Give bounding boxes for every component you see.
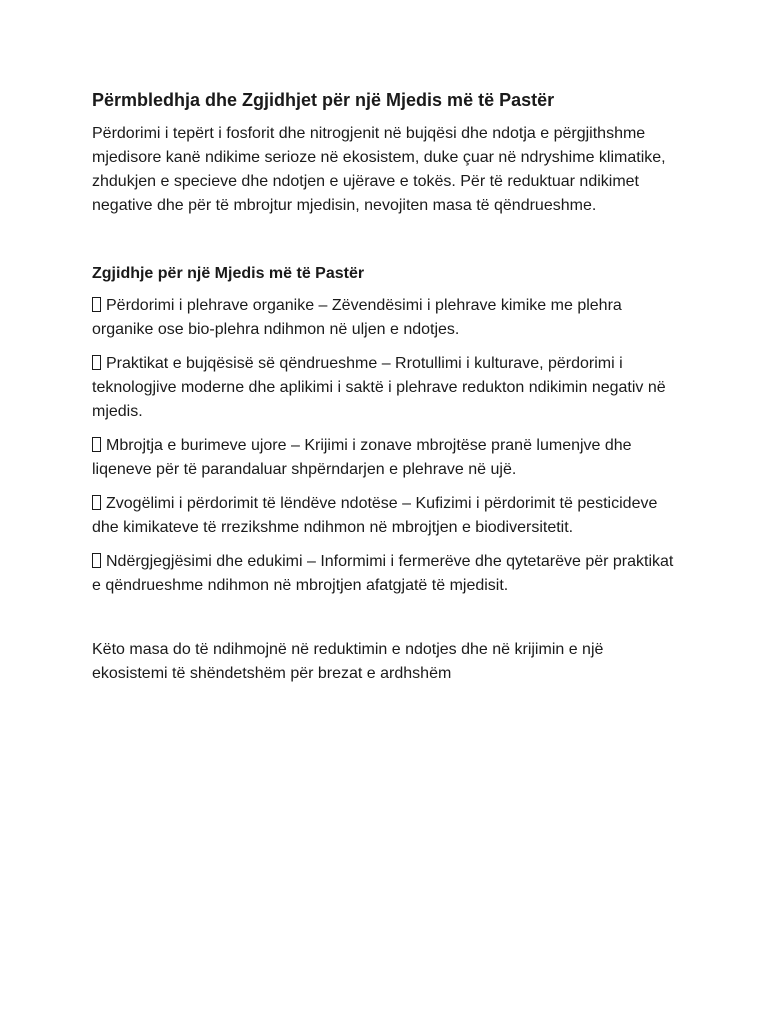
document-page xyxy=(92,88,682,686)
closing-paragraph: Këto masa do të ndihmojnë në reduktimin e ndotjes dhe në krijimin e një ekosistemi të shëndetshëm për brezat e ardhshëm xyxy=(92,641,604,682)
intro-paragraph: Përdorimi i tepërt i fosforit dhe nitrogjenit në bujqësi dhe ndotja e përgjithshme mjedisore kanë ndikime serioze në ekosistem, duke çuar në ndryshime klimatike, zhdukjen e specieve dhe ndotjen e ujërave e tokës. Për të reduktuar ndikimet negative dhe për të mbrojtur mjedisin, nevojiten masa të qëndrueshme. xyxy=(92,125,666,214)
list-item xyxy=(92,492,682,540)
solutions-heading: Zgjidhje për një Mjedis më të Pastër xyxy=(92,265,365,282)
list-item xyxy=(92,294,682,342)
missing-glyph-icon xyxy=(92,437,101,452)
list-item xyxy=(92,550,682,598)
list-item xyxy=(92,352,682,424)
list-item-text: Ndërgjegjësimi dhe edukimi – Informimi i fermerëve dhe qytetarëve për praktikat e qëndrueshme ndihmon në mbrojtjen afatgjatë të mjedisit. xyxy=(92,553,674,594)
document-title: Përmbledhja dhe Zgjidhjet për një Mjedis më të Pastër xyxy=(92,90,555,110)
list-item-text: Zvogëlimi i përdorimit të lëndëve ndotëse – Kufizimi i përdorimit të pesticideve dhe kimikateve të rrezikshme ndihmon në mbrojtjen e biodiversitetit. xyxy=(92,495,658,536)
list-item xyxy=(92,434,682,482)
list-item-text: Praktikat e bujqësisë së qëndrueshme – Rrotullimi i kulturave, përdorimi i teknologjive moderne dhe aplikimi i saktë i plehrave redukton ndikimin negativ në mjedis. xyxy=(92,355,666,420)
missing-glyph-icon xyxy=(92,297,101,312)
missing-glyph-icon xyxy=(92,553,101,568)
missing-glyph-icon xyxy=(92,355,101,370)
list-item-text: Përdorimi i plehrave organike – Zëvendësimi i plehrave kimike me plehra organike ose bio-plehra ndihmon në uljen e ndotjes. xyxy=(92,297,622,338)
list-item-text: Mbrojtja e burimeve ujore – Krijimi i zonave mbrojtëse pranë lumenjve dhe liqeneve për të parandaluar shpërndarjen e plehrave në ujë. xyxy=(92,437,632,478)
solutions-list xyxy=(92,294,682,598)
missing-glyph-icon xyxy=(92,495,101,510)
